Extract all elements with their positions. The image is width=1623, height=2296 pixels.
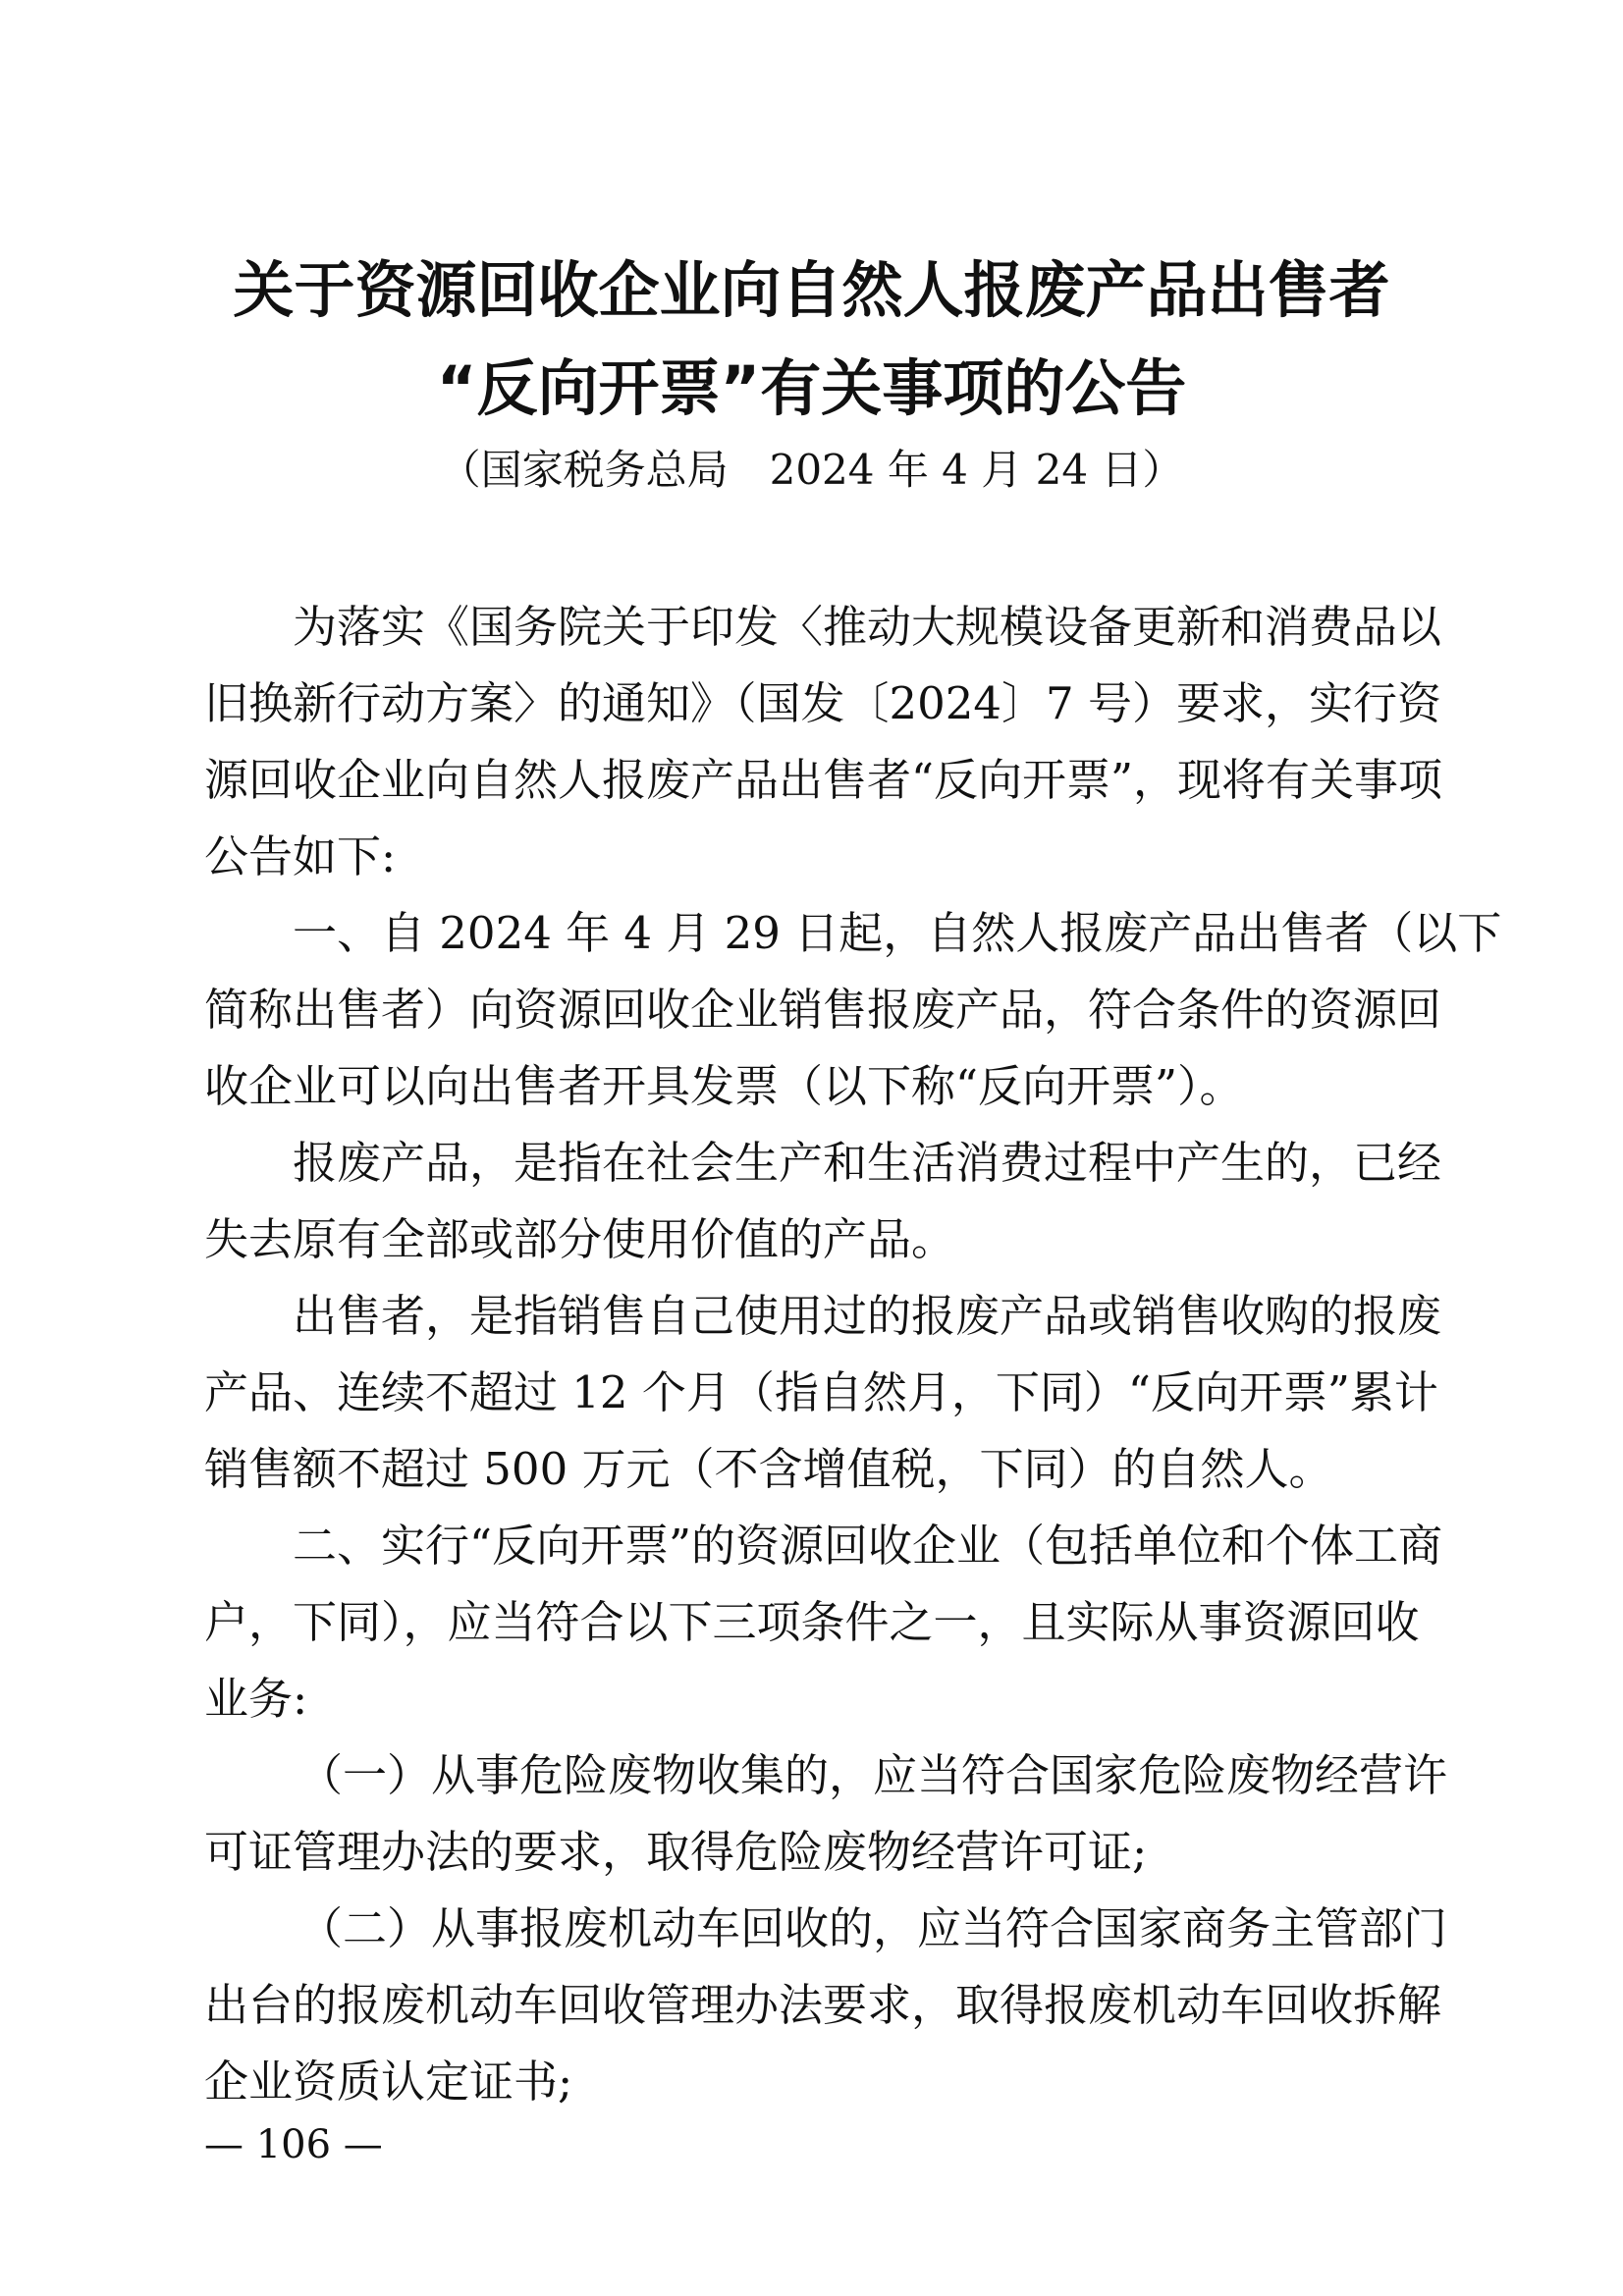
document-title-line-1: 关于资源回收企业向自然人报废产品出售者 [233, 254, 1390, 326]
paragraph-line: （二）从事报废机动车回收的，应当符合国家商务主管部门 [298, 1902, 1448, 1954]
paragraph-line: 产品、连续不超过 12 个月（指自然月，下同）“反向开票”累计 [204, 1366, 1438, 1418]
paragraph-line: 出售者，是指销售自己使用过的报废产品或销售收购的报废 [293, 1290, 1442, 1342]
paragraph-line: （一）从事危险废物收集的，应当符合国家危险废物经营许 [298, 1749, 1448, 1801]
page-number: — 106 — [204, 2122, 383, 2167]
paragraph-line: 一、自 2024 年 4 月 29 日起，自然人报废产品出售者（以下 [293, 907, 1502, 959]
paragraph-line: 公告如下: [204, 830, 397, 882]
paragraph-line: 销售额不超过 500 万元（不含增值税，下同）的自然人。 [204, 1443, 1333, 1495]
paragraph-line: 企业资质认定证书; [204, 2056, 573, 2108]
paragraph-line: 为落实《国务院关于印发〈推动大规模设备更新和消费品以 [293, 601, 1442, 653]
paragraph-line: 收企业可以向出售者开具发票（以下称“反向开票”）。 [204, 1060, 1244, 1112]
paragraph-line: 业务: [204, 1673, 308, 1725]
document-issuer-date: （国家税务总局 2024 年 4 月 24 日） [439, 446, 1184, 494]
paragraph-line: 二、实行“反向开票”的资源回收企业（包括单位和个体工商 [293, 1520, 1443, 1572]
paragraph-line: 旧换新行动方案〉的通知》（国发〔2024〕7 号）要求，实行资 [204, 677, 1441, 729]
document-body [204, 589, 1502, 2120]
paragraph-line: 可证管理办法的要求，取得危险废物经营许可证; [204, 1826, 1148, 1878]
document-title-line-2: “反向开票”有关事项的公告 [436, 352, 1187, 424]
paragraph-line: 简称出售者）向资源回收企业销售报废产品，符合条件的资源回 [204, 984, 1442, 1036]
paragraph-line: 失去原有全部或部分使用价值的产品。 [204, 1213, 956, 1265]
paragraph-line: 户，下同），应当符合以下三项条件之一，且实际从事资源回收 [204, 1596, 1420, 1648]
paragraph-line: 源回收企业向自然人报废产品出售者“反向开票”，现将有关事项 [204, 754, 1443, 806]
paragraph-line: 出台的报废机动车回收管理办法要求，取得报废机动车回收拆解 [204, 1979, 1442, 2031]
paragraph-line: 报废产品，是指在社会生产和生活消费过程中产生的，已经 [293, 1137, 1442, 1189]
